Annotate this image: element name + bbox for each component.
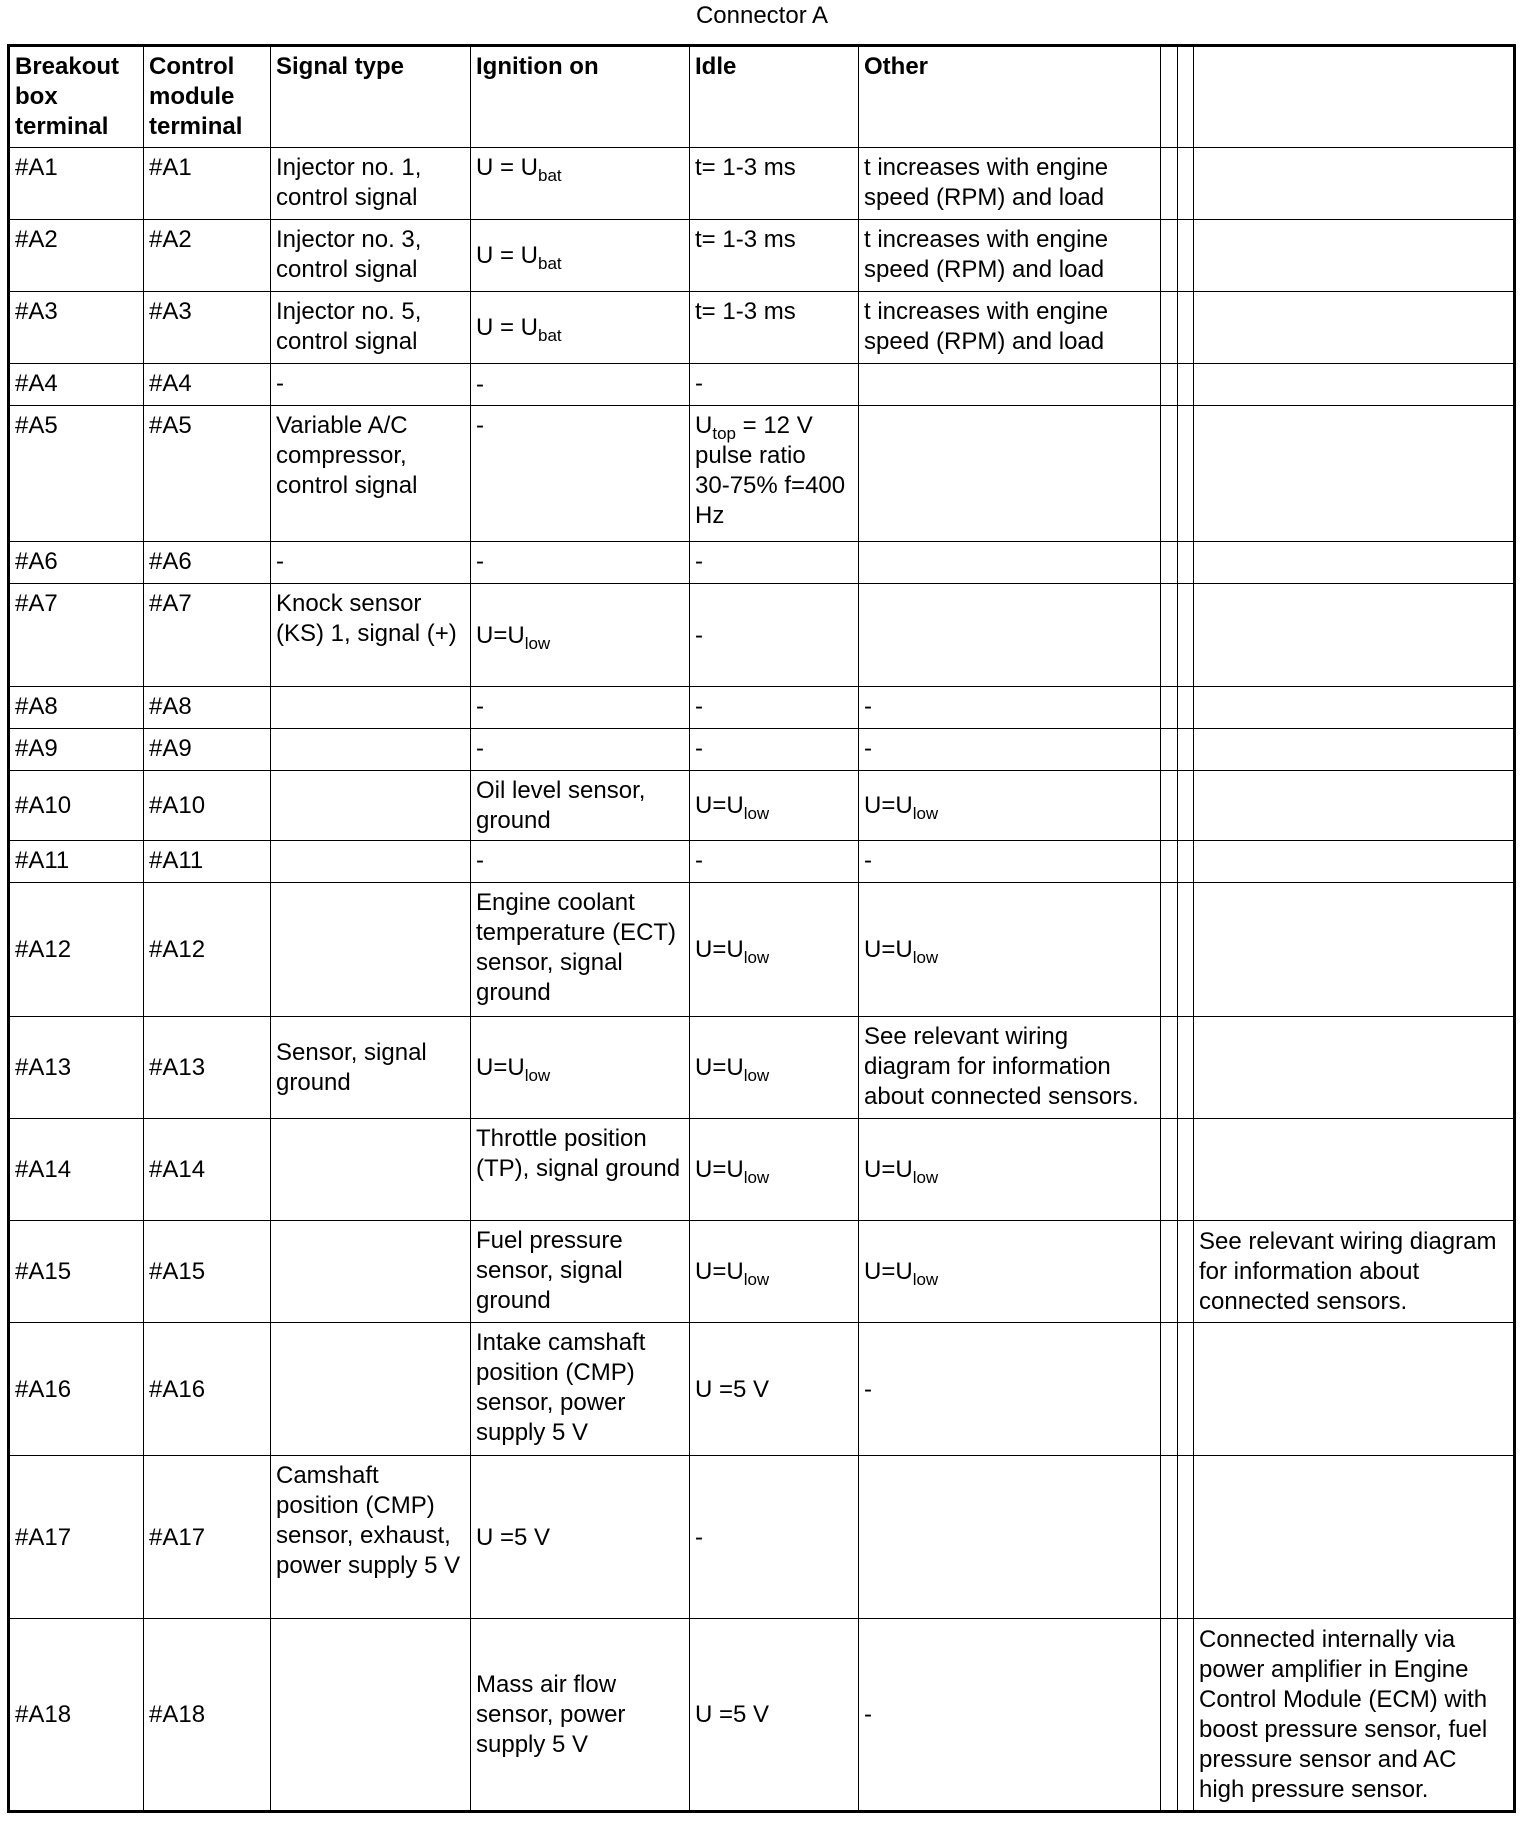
- module-terminal-cell: #A18: [144, 1619, 271, 1812]
- module-terminal-cell: #A12: [144, 883, 271, 1017]
- spacer-1-cell: [1161, 1017, 1178, 1119]
- signal-type-cell: Camshaft position (CMP) sensor, exhaust, power supply 5 V: [271, 1456, 471, 1619]
- table-row: [9, 364, 1515, 406]
- ignition-on-cell-subscript: low: [524, 633, 551, 653]
- notes-cell: [1194, 406, 1515, 542]
- spacer-2-cell: [1178, 148, 1194, 220]
- breakout-terminal-cell: #A6: [9, 542, 144, 584]
- ignition-on-cell: [471, 148, 690, 220]
- ignition-on-cell: [471, 1323, 690, 1456]
- notes-cell: [1194, 687, 1515, 729]
- idle-cell-text: U=U: [695, 1156, 744, 1183]
- table-row: [9, 729, 1515, 771]
- module-terminal-cell: #A7: [144, 584, 271, 687]
- connector-title: [0, 0, 1520, 31]
- spacer-2-cell: [1178, 1619, 1194, 1812]
- header-spacer-2: [1178, 46, 1194, 148]
- table-row: [9, 542, 1515, 584]
- table-row: [9, 687, 1515, 729]
- notes-cell: [1194, 292, 1515, 364]
- notes-cell: [1194, 364, 1515, 406]
- table-row: [9, 1017, 1515, 1119]
- breakout-terminal-cell: #A18: [9, 1619, 144, 1812]
- idle-cell-subscript: top: [712, 424, 736, 443]
- header-row: [9, 46, 1515, 148]
- spacer-2-cell: [1178, 883, 1194, 1017]
- idle-cell-subscript: low: [743, 804, 770, 823]
- other-cell: [859, 1221, 1161, 1323]
- table-row: [9, 771, 1515, 841]
- table-body: [9, 148, 1515, 1812]
- ignition-on-cell-text: U = U: [476, 314, 539, 341]
- module-terminal-cell: #A6: [144, 542, 271, 584]
- header-breakout-box-terminal: Breakout box terminal: [9, 46, 144, 148]
- other-cell: [859, 1619, 1161, 1812]
- spacer-2-cell: [1178, 1323, 1194, 1456]
- other-cell-text: U=U: [864, 1258, 913, 1285]
- idle-cell: [690, 1323, 859, 1456]
- ignition-on-cell-text: Throttle position (TP), signal ground: [476, 1125, 681, 1182]
- notes-cell: [1194, 1456, 1515, 1619]
- breakout-terminal-cell: #A17: [9, 1456, 144, 1619]
- ignition-on-cell: [471, 883, 690, 1017]
- ignition-on-cell-text: -: [476, 548, 484, 575]
- spacer-2-cell: [1178, 771, 1194, 841]
- table-row: [9, 883, 1515, 1017]
- ignition-on-cell: [471, 220, 690, 292]
- breakout-terminal-cell: #A14: [9, 1119, 144, 1221]
- other-cell-subscript: low: [912, 1270, 939, 1289]
- idle-cell-text: -: [695, 621, 703, 649]
- idle-cell: [690, 542, 859, 584]
- notes-cell: [1194, 883, 1515, 1017]
- notes-cell: [1194, 1119, 1515, 1221]
- ignition-on-cell-subscript: bat: [538, 326, 562, 345]
- other-cell: [859, 729, 1161, 771]
- breakout-terminal-cell: #A16: [9, 1323, 144, 1456]
- module-terminal-cell: #A4: [144, 364, 271, 406]
- other-cell: [859, 584, 1161, 687]
- other-cell-text: t increases with engine speed (RPM) and load: [864, 298, 1109, 355]
- other-cell-text: -: [864, 1375, 872, 1403]
- module-terminal-cell: #A8: [144, 687, 271, 729]
- spacer-1-cell: [1161, 406, 1178, 542]
- spacer-2-cell: [1178, 687, 1194, 729]
- ignition-on-cell: [471, 1619, 690, 1812]
- module-terminal-cell: #A1: [144, 148, 271, 220]
- signal-type-cell: -: [271, 542, 471, 584]
- ignition-on-cell-text: U=U: [476, 1054, 525, 1081]
- idle-cell-text: U: [695, 412, 713, 439]
- signal-type-cell: Injector no. 1, control signal: [271, 148, 471, 220]
- idle-cell: [690, 1619, 859, 1812]
- other-cell-text: U=U: [864, 792, 913, 819]
- signal-type-cell: Variable A/C compressor, control signal: [271, 406, 471, 542]
- table-row: [9, 292, 1515, 364]
- signal-type-cell: Knock sensor (KS) 1, signal (+): [271, 584, 471, 687]
- table-row: [9, 148, 1515, 220]
- table-row: [9, 1119, 1515, 1221]
- spacer-1-cell: [1161, 841, 1178, 883]
- idle-cell-text: t= 1-3 ms: [695, 154, 796, 181]
- other-cell-subscript: low: [912, 1168, 939, 1187]
- other-cell-text: -: [864, 847, 872, 874]
- other-cell: [859, 364, 1161, 406]
- other-cell: [859, 148, 1161, 220]
- idle-cell-text: -: [695, 548, 703, 575]
- header-signal-type: Signal type: [271, 46, 471, 148]
- module-terminal-cell: #A14: [144, 1119, 271, 1221]
- spacer-2-cell: [1178, 292, 1194, 364]
- other-cell-text: U=U: [864, 1156, 913, 1183]
- module-terminal-cell: #A2: [144, 220, 271, 292]
- header-control-module-terminal: Control module terminal: [144, 46, 271, 148]
- other-cell: [859, 406, 1161, 542]
- spacer-1-cell: [1161, 364, 1178, 406]
- signal-type-cell: [271, 1119, 471, 1221]
- module-terminal-cell: #A16: [144, 1323, 271, 1456]
- idle-cell-text: -: [695, 693, 703, 720]
- spacer-1-cell: [1161, 1619, 1178, 1812]
- spacer-2-cell: [1178, 364, 1194, 406]
- spacer-1-cell: [1161, 1323, 1178, 1456]
- spacer-1-cell: [1161, 1221, 1178, 1323]
- breakout-terminal-cell: #A7: [9, 584, 144, 687]
- idle-cell-text: t= 1-3 ms: [695, 226, 796, 253]
- ignition-on-cell-text: U =5 V: [476, 1523, 551, 1551]
- spacer-1-cell: [1161, 771, 1178, 841]
- module-terminal-cell: #A5: [144, 406, 271, 542]
- table-row: [9, 841, 1515, 883]
- ignition-on-cell-subscript: low: [524, 1066, 551, 1085]
- idle-cell: [690, 1221, 859, 1323]
- ignition-on-cell: [471, 687, 690, 729]
- signal-type-cell: [271, 687, 471, 729]
- idle-cell: [690, 841, 859, 883]
- idle-cell: [690, 1456, 859, 1619]
- idle-cell: [690, 1119, 859, 1221]
- idle-cell-text: U=U: [695, 1258, 744, 1285]
- idle-cell-subscript: low: [743, 1168, 770, 1187]
- spacer-1-cell: [1161, 148, 1178, 220]
- notes-cell: [1194, 841, 1515, 883]
- table-row: [9, 1456, 1515, 1619]
- module-terminal-cell: #A3: [144, 292, 271, 364]
- other-cell-text: -: [864, 693, 872, 720]
- idle-cell: [690, 883, 859, 1017]
- ignition-on-cell: [471, 406, 690, 542]
- idle-cell-text: U =5 V: [695, 1375, 770, 1403]
- breakout-terminal-cell: #A5: [9, 406, 144, 542]
- notes-cell: [1194, 584, 1515, 687]
- idle-cell-subscript: low: [743, 948, 770, 967]
- other-cell-subscript: low: [912, 948, 939, 967]
- table-row: [9, 220, 1515, 292]
- other-cell: [859, 841, 1161, 883]
- ignition-on-cell: [471, 729, 690, 771]
- spacer-2-cell: [1178, 1119, 1194, 1221]
- other-cell-text: See relevant wiring diagram for information about connected sensors.: [864, 1023, 1139, 1110]
- ignition-on-cell: [471, 364, 690, 406]
- module-terminal-cell: #A15: [144, 1221, 271, 1323]
- ignition-on-cell: [471, 771, 690, 841]
- signal-type-cell: [271, 883, 471, 1017]
- header-ignition-on: Ignition on: [471, 46, 690, 148]
- breakout-terminal-cell: #A8: [9, 687, 144, 729]
- spacer-1-cell: [1161, 729, 1178, 771]
- idle-cell: [690, 148, 859, 220]
- spacer-1-cell: [1161, 883, 1178, 1017]
- notes-cell: Connected internally via power amplifier in Engine Control Module (ECM) with boost pressure sensor, fuel pressure sensor and AC high pressure sensor.: [1194, 1619, 1515, 1812]
- other-cell: [859, 687, 1161, 729]
- other-cell-text: U=U: [864, 936, 913, 963]
- signal-type-cell: [271, 841, 471, 883]
- idle-cell-text: U=U: [695, 1054, 744, 1081]
- ignition-on-cell: [471, 292, 690, 364]
- idle-cell: [690, 584, 859, 687]
- idle-cell-subscript: low: [743, 1270, 770, 1289]
- breakout-terminal-cell: #A12: [9, 883, 144, 1017]
- connector-a-table: [7, 44, 1516, 1813]
- signal-type-cell: [271, 1221, 471, 1323]
- signal-type-cell: Injector no. 5, control signal: [271, 292, 471, 364]
- spacer-1-cell: [1161, 220, 1178, 292]
- ignition-on-cell-text: U = U: [476, 154, 539, 181]
- idle-cell: [690, 292, 859, 364]
- breakout-terminal-cell: #A9: [9, 729, 144, 771]
- other-cell-text: t increases with engine speed (RPM) and load: [864, 226, 1109, 283]
- notes-cell: [1194, 1323, 1515, 1456]
- ignition-on-cell-text: -: [476, 412, 484, 439]
- spacer-1-cell: [1161, 542, 1178, 584]
- breakout-terminal-cell: #A1: [9, 148, 144, 220]
- other-cell-text: -: [864, 735, 872, 762]
- idle-cell: [690, 771, 859, 841]
- header-spacer-1: [1161, 46, 1178, 148]
- notes-cell: [1194, 220, 1515, 292]
- breakout-terminal-cell: #A2: [9, 220, 144, 292]
- table-row: [9, 1221, 1515, 1323]
- idle-cell-subscript: low: [743, 1066, 770, 1085]
- signal-type-cell: Injector no. 3, control signal: [271, 220, 471, 292]
- notes-cell: [1194, 148, 1515, 220]
- ignition-on-cell: [471, 1456, 690, 1619]
- idle-cell: [690, 220, 859, 292]
- ignition-on-cell-text: -: [476, 735, 484, 762]
- idle-cell-text: U =5 V: [695, 1701, 770, 1728]
- spacer-2-cell: [1178, 220, 1194, 292]
- other-cell: [859, 292, 1161, 364]
- idle-cell: [690, 687, 859, 729]
- other-cell: [859, 1119, 1161, 1221]
- spacer-2-cell: [1178, 1456, 1194, 1619]
- spacer-1-cell: [1161, 1456, 1178, 1619]
- module-terminal-cell: #A11: [144, 841, 271, 883]
- ignition-on-cell: [471, 542, 690, 584]
- ignition-on-cell-subscript: bat: [538, 166, 562, 185]
- table-row: [9, 1323, 1515, 1456]
- module-terminal-cell: #A13: [144, 1017, 271, 1119]
- other-cell: [859, 542, 1161, 584]
- other-cell: [859, 220, 1161, 292]
- signal-type-cell: [271, 1619, 471, 1812]
- spacer-1-cell: [1161, 1119, 1178, 1221]
- signal-type-cell: Sensor, signal ground: [271, 1017, 471, 1119]
- connector-title-text: Connector A: [695, 2, 829, 29]
- idle-cell-text: -: [695, 847, 703, 874]
- ignition-on-cell: [471, 1017, 690, 1119]
- ignition-on-cell-text: -: [476, 371, 484, 398]
- idle-cell-text: U=U: [695, 936, 744, 963]
- other-cell: [859, 1017, 1161, 1119]
- spacer-2-cell: [1178, 729, 1194, 771]
- ignition-on-cell-text: Oil level sensor, ground: [476, 777, 646, 834]
- spacer-2-cell: [1178, 1221, 1194, 1323]
- ignition-on-cell-subscript: bat: [538, 254, 562, 273]
- notes-cell: [1194, 1017, 1515, 1119]
- spacer-1-cell: [1161, 687, 1178, 729]
- ignition-on-cell-text: U=U: [476, 621, 525, 649]
- spacer-2-cell: [1178, 841, 1194, 883]
- idle-cell-text: -: [695, 1523, 703, 1551]
- spacer-2-cell: [1178, 542, 1194, 584]
- signal-type-cell: [271, 729, 471, 771]
- idle-cell: [690, 1017, 859, 1119]
- header-idle: Idle: [690, 46, 859, 148]
- spacer-2-cell: [1178, 1017, 1194, 1119]
- other-cell-text: t increases with engine speed (RPM) and load: [864, 154, 1109, 211]
- table-row: [9, 584, 1515, 687]
- other-cell-text: -: [864, 1701, 872, 1728]
- signal-type-cell: [271, 1323, 471, 1456]
- breakout-terminal-cell: #A15: [9, 1221, 144, 1323]
- ignition-on-cell-text: -: [476, 693, 484, 720]
- other-cell: [859, 771, 1161, 841]
- breakout-terminal-cell: #A11: [9, 841, 144, 883]
- idle-cell-continued: = 12 V pulse ratio 30-75% f=400 Hz: [695, 412, 846, 529]
- spacer-2-cell: [1178, 406, 1194, 542]
- idle-cell: [690, 729, 859, 771]
- idle-cell-text: -: [695, 735, 703, 762]
- ignition-on-cell-text: -: [476, 847, 484, 874]
- header-notes: [1194, 46, 1515, 148]
- notes-cell: [1194, 729, 1515, 771]
- module-terminal-cell: #A17: [144, 1456, 271, 1619]
- table-row: [9, 1619, 1515, 1812]
- ignition-on-cell-text: Mass air flow sensor, power supply 5 V: [476, 1671, 626, 1758]
- breakout-terminal-cell: #A10: [9, 771, 144, 841]
- ignition-on-cell-text: Fuel pressure sensor, signal ground: [476, 1227, 623, 1314]
- spacer-1-cell: [1161, 292, 1178, 364]
- signal-type-cell: -: [271, 364, 471, 406]
- other-cell: [859, 1323, 1161, 1456]
- idle-cell: [690, 364, 859, 406]
- other-cell-subscript: low: [912, 804, 939, 823]
- ignition-on-cell: [471, 584, 690, 687]
- notes-cell: [1194, 771, 1515, 841]
- breakout-terminal-cell: #A3: [9, 292, 144, 364]
- table-row: [9, 406, 1515, 542]
- notes-cell: See relevant wiring diagram for information about connected sensors.: [1194, 1221, 1515, 1323]
- other-cell: [859, 1456, 1161, 1619]
- idle-cell-text: t= 1-3 ms: [695, 298, 796, 325]
- signal-type-cell: [271, 771, 471, 841]
- idle-cell-text: -: [695, 370, 703, 397]
- ignition-on-cell: [471, 841, 690, 883]
- module-terminal-cell: #A9: [144, 729, 271, 771]
- ignition-on-cell-text: Engine coolant temperature (ECT) sensor, signal ground: [476, 889, 677, 1006]
- ignition-on-cell-text: Intake camshaft position (CMP) sensor, power supply 5 V: [476, 1329, 646, 1446]
- notes-cell: [1194, 542, 1515, 584]
- ignition-on-cell: [471, 1119, 690, 1221]
- ignition-on-cell: [471, 1221, 690, 1323]
- breakout-terminal-cell: #A4: [9, 364, 144, 406]
- idle-cell: [690, 406, 859, 542]
- spacer-1-cell: [1161, 584, 1178, 687]
- ignition-on-cell-text: U = U: [476, 242, 539, 269]
- breakout-terminal-cell: #A13: [9, 1017, 144, 1119]
- spacer-2-cell: [1178, 584, 1194, 687]
- header-other: Other: [859, 46, 1161, 148]
- module-terminal-cell: #A10: [144, 771, 271, 841]
- other-cell: [859, 883, 1161, 1017]
- idle-cell-text: U=U: [695, 792, 744, 819]
